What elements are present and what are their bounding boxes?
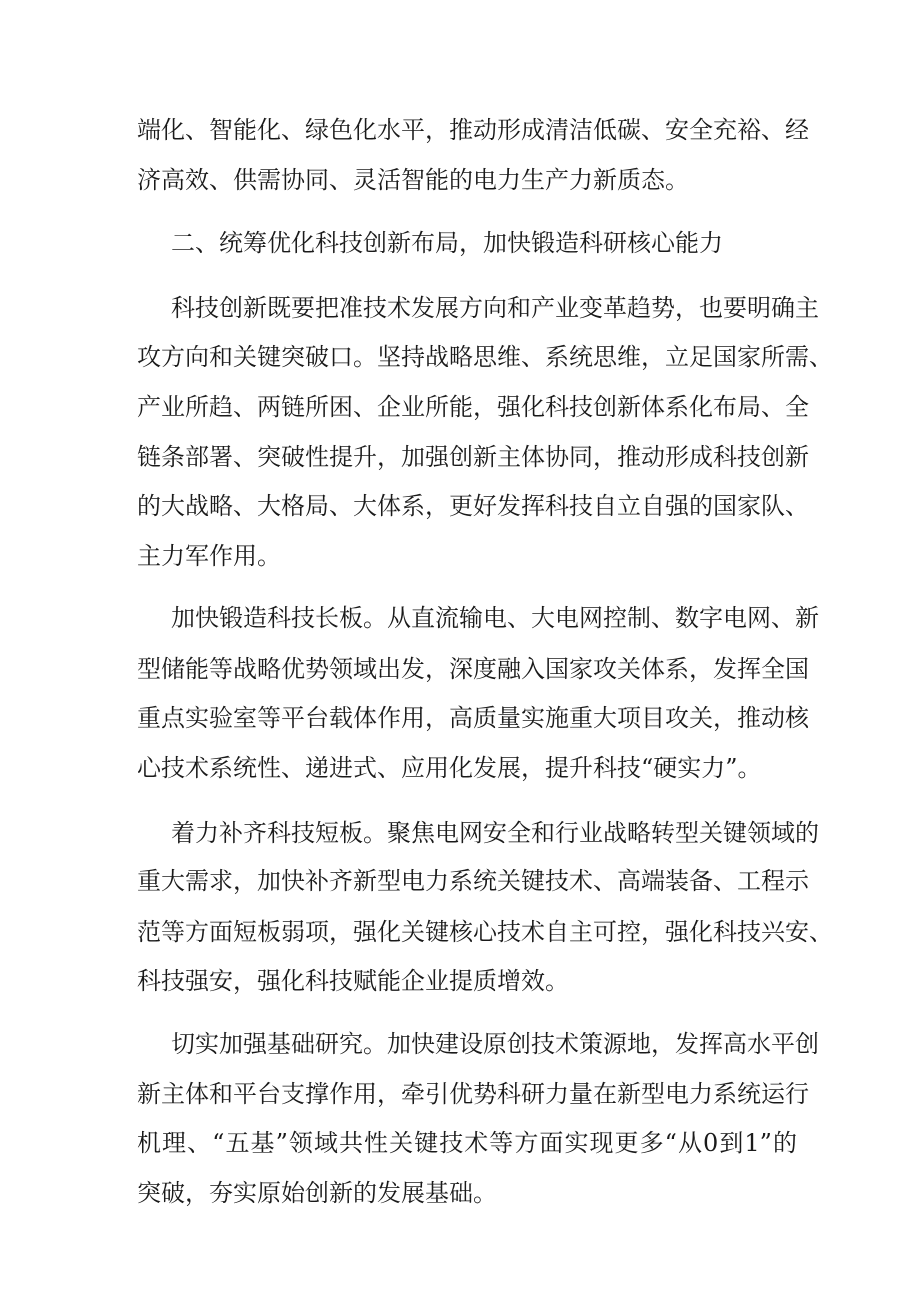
text-line: 主力军作用。 <box>137 542 281 570</box>
text-line: 重点实验室等平台载体作用，高质量实施重大项目攻关，推动核 <box>137 704 809 732</box>
text-line: 科技强安，强化科技赋能企业提质增效。 <box>137 967 569 995</box>
text-line: 重大需求，加快补齐新型电力系统关键技术、高端装备、工程示 <box>137 867 809 895</box>
text-line: 产业所趋、两链所困、企业所能，强化科技创新体系化布局、全 <box>137 393 809 421</box>
text-line: 济高效、供需协同、灵活智能的电力生产力新质态。 <box>137 166 689 194</box>
text-line: 机理、“五基”领域共性关键技术等方面实现更多“从0到1”的 <box>137 1129 797 1157</box>
text-line: 突破，夯实原始创新的发展基础。 <box>137 1179 497 1207</box>
section-heading: 二、统筹优化科技创新布局，加快锻造科研核心能力 <box>171 229 723 257</box>
text-line: 新主体和平台支撑作用，牵引优势科研力量在新型电力系统运行 <box>137 1080 809 1108</box>
text-line: 型储能等战略优势领域出发，深度融入国家攻关体系，发挥全国 <box>137 655 809 683</box>
text-line: 科技创新既要把准技术发展方向和产业变革趋势，也要明确主 <box>171 294 819 322</box>
text-line: 范等方面短板弱项，强化关键核心技术自主可控，强化科技兴安、 <box>137 918 833 946</box>
text-line: 切实加强基础研究。加快建设原创技术策源地，发挥高水平创 <box>171 1030 819 1058</box>
text-line: 攻方向和关键突破口。坚持战略思维、系统思维，立足国家所需、 <box>137 343 833 371</box>
text-line: 链条部署、突破性提升，加强创新主体协同，推动形成科技创新 <box>137 443 809 471</box>
text-line: 加快锻造科技长板。从直流输电、大电网控制、数字电网、新 <box>171 604 819 632</box>
text-line: 心技术系统性、递进式、应用化发展，提升科技“硬实力”。 <box>137 754 762 782</box>
text-line: 的大战略、大格局、大体系，更好发挥科技自立自强的国家队、 <box>137 492 809 520</box>
text-line: 端化、智能化、绿色化水平，推动形成清洁低碳、安全充裕、经 <box>137 116 809 144</box>
text-line: 着力补齐科技短板。聚焦电网安全和行业战略转型关键领域的 <box>171 819 819 847</box>
